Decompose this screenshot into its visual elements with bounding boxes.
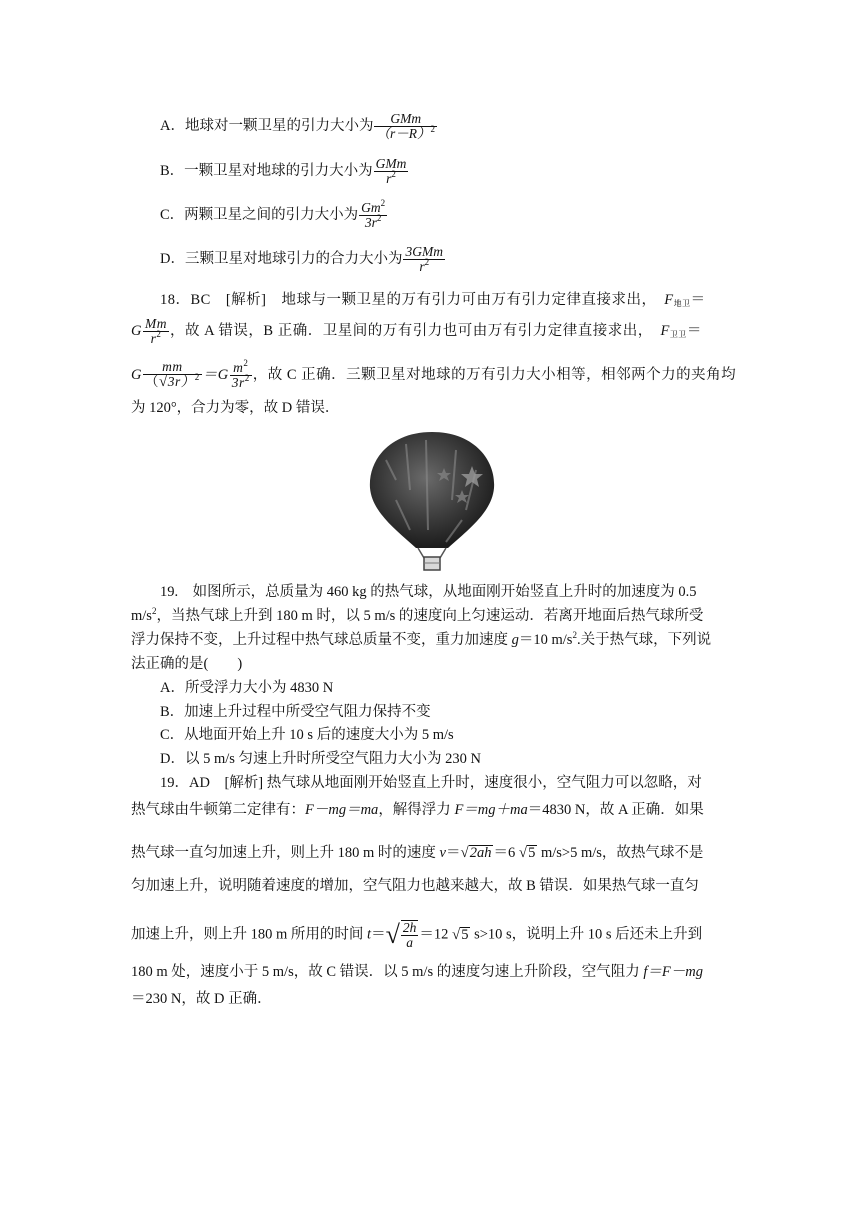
answer-19-line-5: 加速上升，则上升 180 m 所用的时间 t＝√ $\frac{2h}{a}$ ＝12 √5 s>10 s，说明上升 10 s 后还未上升到 (131, 920, 703, 951)
question-19-line-3: 浮力保持不变，上升过程中热气球总质量不变，重力加速度 g＝10 $m/s^2$.关于热气球，下列说 (131, 630, 712, 648)
answer-19-line-2: 热气球由牛顿第二定律有：F－mg＝ma，解得浮力 F＝mg＋ma＝4830 N，故 A 正确．如果 (131, 802, 704, 818)
question-19-line-4: 法正确的是( ) (131, 656, 243, 672)
answer-19-line-3: 热气球一直匀加速上升，则上升 180 m 时的速度 v＝√2ah ＝6 √5 m/s>5 m/s，故热气球不是 (131, 845, 704, 861)
option-17-a: A．地球对一颗卫星的引力大小为 $\frac{\text{GMm}}{(r-R)^2}$ (160, 111, 435, 142)
answer-18-line-2: G $\frac{Mm}{r^2}$ ，故 A 错误，B 正确．卫星间的万有引力也可由万有引力定律直接求出， $F_{卫卫}=$ (131, 316, 702, 347)
answer-18-line-1: 18．BC [解析] 地球与一颗卫星的万有引力可由万有引力定律直接求出， $F_{地卫}=$ (160, 292, 706, 308)
answer-19-line-1: 19．AD [解析] 热气球从地面刚开始竖直上升时，速度很小，空气阻力可以忽略，对 (160, 775, 702, 791)
hot-air-balloon-image (366, 430, 498, 572)
answer-19-line-4: 匀加速上升，说明随着速度的增加，空气阻力也越来越大，故 B 错误．如果热气球一直匀 (131, 878, 699, 894)
option-17-c: C．两颗卫星之间的引力大小为 $\frac{Gm^2}{3r^2}$ (160, 198, 386, 231)
option-17-d: D．三颗卫星对地球引力的合力大小为 $\frac{\text{3GMm}}{r^2}$ (160, 244, 443, 275)
option-19-b: B．加速上升过程中所受空气阻力保持不变 (160, 704, 431, 720)
answer-18-line-3: G $\frac{mm}{(√3r)^2}$ ＝G $\frac{m^2}{3r^2}$ ，故 C 正确．三颗卫星对地球的万有引力大小相等，相邻两个力的夹角均 (131, 357, 737, 391)
answer-18-line-4: 为 120°，合力为零，故 D 错误． (131, 400, 340, 416)
option-17-b: B．一颗卫星对地球的引力大小为 $\frac{\text{GMm}}{r^2}$ (160, 156, 407, 187)
option-19-a: A．所受浮力大小为 4830 N (160, 680, 334, 696)
answer-19-line-6: 180 m 处，速度小于 5 m/s，故 C 错误．以 5 m/s 的速度匀速上升阶段，空气阻力 f＝F－mg (131, 964, 703, 980)
option-19-d: D．以 5 m/s 匀速上升时所受空气阻力大小为 230 N (160, 751, 482, 767)
answer-19-line-7: ＝230 N，故 D 正确． (131, 991, 272, 1007)
option-19-c: C．从地面开始上升 10 s 后的速度大小为 5 m/s (160, 727, 454, 743)
question-19-line-1: 19. 如图所示，总质量为 460 kg 的热气球，从地面刚开始竖直上升时的加速度为 0.5 (160, 584, 697, 600)
question-19-line-2: $m/s^2$，当热气球上升到 180 m 时，以 5 m/s 的速度向上匀速运动．若离开地面后热气球所受 (131, 606, 704, 624)
